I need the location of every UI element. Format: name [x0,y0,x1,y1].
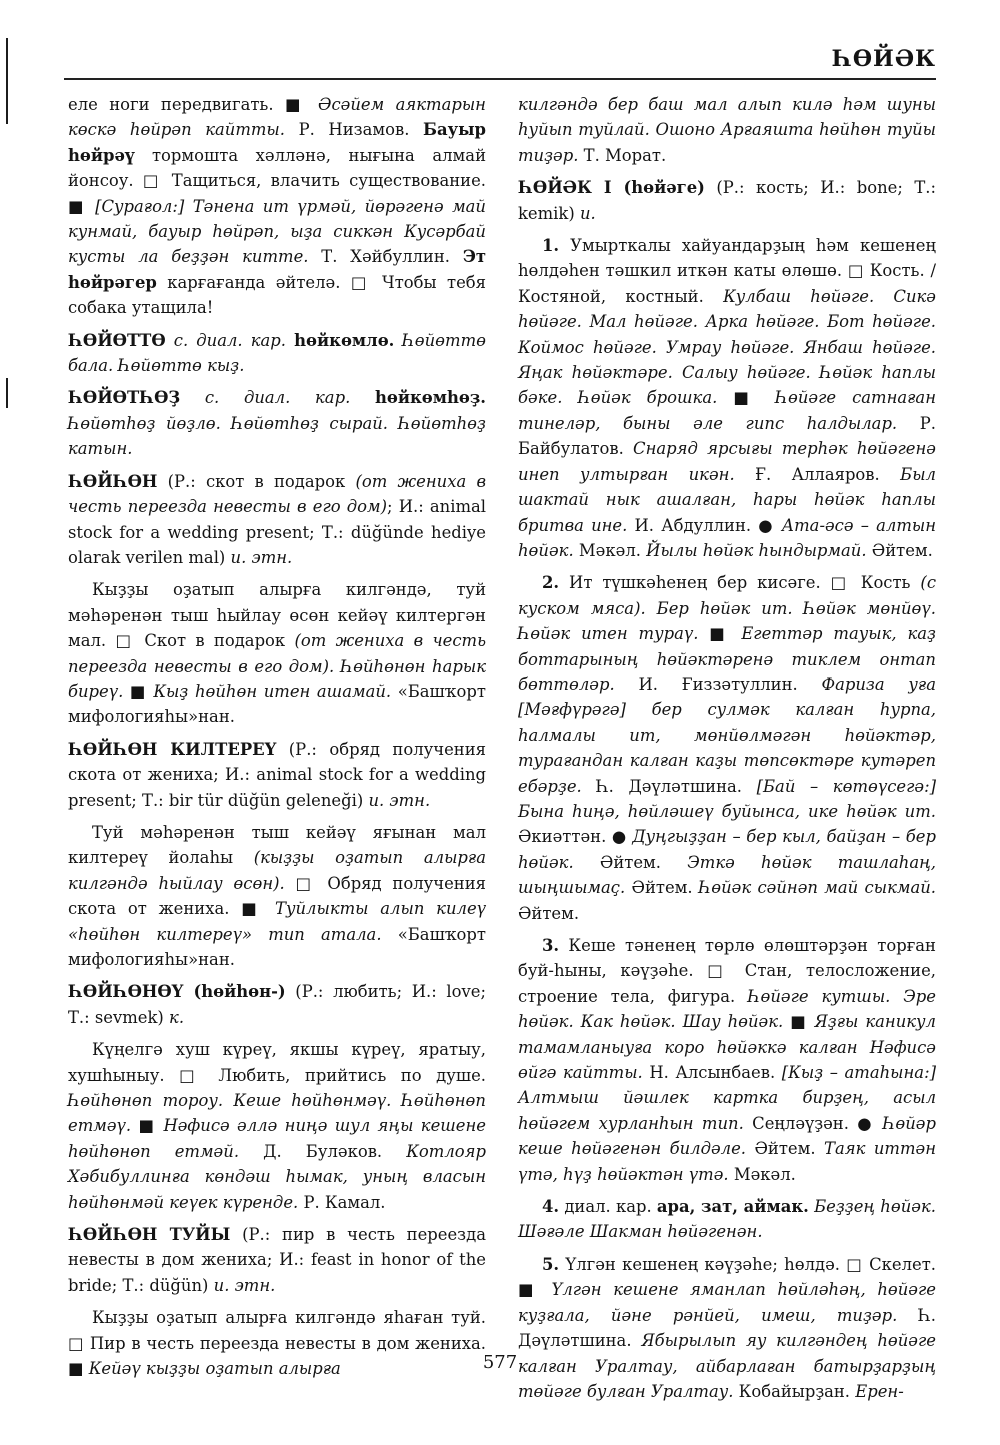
text-run: Әйтем. [746,1139,825,1159]
italic-text: Егеттәр тауык, каҙ боттарының һөйәктәренә тиклем онтап бөттөләр. [518,624,936,694]
entry-paragraph [68,820,486,972]
text-run: Әйтем. [866,540,933,560]
entry-paragraph [518,92,936,168]
text-run: Т. Хәйбуллин. [308,247,463,267]
text-run: диал. кар. [559,1197,657,1217]
headword: ҺӨЙӨТТӨ [68,330,166,350]
text-run: Ит түшкәһенең бер кисәге. □ Кость [559,573,921,593]
italic-text: Һөйәге сатнаған тинеләр, быны әле гипс һалдылар. [518,388,936,433]
italic-text: Яҙғы каникул тамамланыуға коро һөйәккә калған Нәфисә өйгә кайтты. [518,1012,936,1083]
headword: ҺӨЙҺӨН [68,471,158,491]
text-run: И. Абдуллин. ● [627,515,782,535]
headword: ҺӨЙҺӨН ТУЙЫ [68,1225,231,1245]
headword: Эт һөйрәгер [68,247,487,292]
text-run: Т. Морат. [578,145,667,165]
italic-text: и. этн. [213,1275,276,1295]
italic-text: Һөйәк сәйнәп май сыкмай. [698,878,936,898]
italic-text: Һөйһөнөн һарык биреү. [68,656,486,701]
text-run: Р. Байбулатов. [518,413,936,459]
italic-text: Ябырылып яу килгәндең һөйәге калған Уралтау, айбарлаған батырҙарҙың төйәге булған Уралтау. [518,1331,936,1401]
scan-edge-line-mid [6,378,8,408]
text-run: Үлгән кешенең кәүҙәһе; һөлдә. □ Скелет. ■ [518,1254,936,1300]
text-run: (Р.: пир в честь переезда невесты в дом жениха; И.: feast in honor of the bride; Т.: düğün) [68,1225,486,1295]
text-run: Әкиәттән. ● [518,827,633,847]
italic-text: Кулбаш һөйәге. Сикә һөйәге. Мал һөйәге. Арка һөйәге. Бот һөйәге. Коймос һөйәге. Умрау һөйәге. Янбаш һөйәге. Яңак һөйәктәре. Салыу һөйәге. Һөйәк һаплы бәке. Һөйәк брошка. [518,286,937,408]
italic-text: Кейәү кыҙҙы оҙатып алырға [88,1359,341,1379]
italic-text: (от жениха в честь переезда невесты в его дом) [68,471,486,517]
italic-text: (кыҙҙы оҙатып алырға килгәндә һыйлау өсөн). [68,848,486,893]
text-run: «Башҡорт мифологияһы»нан. [68,681,486,727]
text-run: (Р.: скот в подарок [157,471,356,491]
italic-text: Нәфисә әллә ниңә шул яңы кешене һөйһөнөп етмәй. [68,1116,486,1161]
italic-text: (от жениха в честь переезда невесты в его дом). [68,631,486,676]
italic-text: Ата-әсә – алтын һөйәк. [518,515,937,560]
dictionary-entry [68,385,486,461]
italic-text: Кыҙ һөйһөн итен ашамай. [153,681,392,701]
italic-text: Һөйөттө бала. Һөйөттө кыҙ. [68,330,487,376]
text-run: Әйтем. [518,903,580,923]
italic-text: с. диал. кар. [180,388,375,408]
headword: 1. [542,236,560,256]
text-run: Туй мәһәренән тыш кейәү яғынан мал килтереү йолаһы [68,822,486,868]
text-run: Н. Алсынбаев. [642,1063,782,1083]
italic-text: [Кыҙ – атаһына:] Алтмыш йәшлек картка бирҙең, асыл һөйәгем хурланһын тип. [518,1063,936,1133]
text-run: Сеңләүҙән. ● [743,1113,884,1133]
headword: ара, зат, аймак. [656,1197,809,1217]
text-run: Әйтем. [625,878,699,898]
text-run: И. Ғиззәтуллин. [614,674,822,694]
text-run: Д. Буләков. [239,1141,407,1161]
entry-paragraph [68,1037,486,1215]
text-run [334,657,341,676]
italic-text: Таяк иттән үтә, һүҙ һөйәктән үтә. [518,1139,936,1184]
headword: 2. [542,573,560,593]
dictionary-entry [68,979,486,1030]
text-run: тормошта хәлләнә, нығына алмай йонсоу. □ Тащиться, влачить существование. ■ [68,145,486,216]
text-run: Кеше тәненең төрлө өлөштәрҙән торған буй-һыны, кәүҙәһе. □ Стан, телосложение, строение тела, фигура. [518,936,936,1006]
italic-text: Һөйәге кутшы. Эре һөйәк. Как һөйәк. Шау һөйәк. [518,986,937,1032]
text-run [646,599,657,618]
text-run: ; И.: animal stock for a wedding present; Т.: düğünde hediye olarak verilen mal) [68,497,486,567]
left-column [68,92,487,1379]
italic-text: Бер һөйәк ит. Һөйәк мөнйөү. Һөйәк итен тураү. [518,598,936,644]
entry-paragraph [518,1194,936,1245]
entry-paragraph [68,92,486,321]
text-run: карғағанда әйтелә. □ Чтобы тебя собака утащила! [68,272,486,318]
italic-text: и. [579,203,596,223]
text-run: ■ [698,624,742,644]
italic-text: и. этн. [230,547,293,567]
text-run: Әйтем. [573,852,688,872]
italic-text: Йылы һөйәк һындырмай. [646,540,867,560]
headword: ҺӨЙҺӨНӨҮ (һөйһөн-) [68,982,286,1002]
text-run: (Р.: кость; И.: bone; Т.: kemik) [518,178,937,223]
italic-text: килгәндә бер баш мал алып килә һәм шуны һуйып туйлай. Ошоно Арғаяшта һөйһөн туйы тиҙәр. [518,95,936,165]
page-number: 577 [482,1352,518,1373]
text-run: Күңелгә хуш күреү, якшы күреү, яратыу, хушһыныу. □ Любить, прийтись по душе. [68,1040,486,1085]
headword: ҺӨЙӨТҺӨҘ [68,388,181,408]
italic-text: Беҙҙең һөйәк. Шәғәле Шакман һөйәгенән. [518,1197,936,1242]
text-run: Ғ. Аллаяров. [734,464,901,484]
italic-text: Әсәйем аяктарын көскә һөйрәп кайтты. [68,95,486,140]
italic-text: Дуңгыҙҙан – бер кыл, байҙан – бер һөйәк. [518,827,936,872]
italic-text: Был шактай нык ашалған, һары һөйәк һаплы бритва ине. [518,464,936,535]
entry-paragraph [518,1252,936,1404]
entry-paragraph [518,933,936,1187]
text-run: еле ноги передвигать. ■ [68,95,319,114]
italic-text: Һөйһөнөп тороу. Кеше һөйһөнмәү. Һөйһөнөп етмәү. [68,1091,486,1136]
italic-text: Һөйәр кеше һөйәгенән билдәле. [518,1113,936,1159]
text-run: Р. Камал. [298,1192,386,1212]
right-column [518,92,937,1401]
text-run: ■ [717,388,776,408]
headword: ҺӨЙӘК I (һөйәге) [518,178,705,198]
italic-text: к. [169,1007,185,1027]
text-run: ■ [123,681,154,701]
headword: һөйкөмһөҙ. [374,388,486,408]
entry-paragraph [518,570,936,926]
italic-text: Снаряд ярсығы терһәк һөйәгенә инеп ултырған икән. [518,439,936,484]
dictionary-entry [518,175,936,226]
text-run: Умырткалы хайуандарҙың һәм кешенең һөлдәһен тәшкил иткән каты өлөшө. □ Кость. / Костяной, костный. [518,236,936,306]
text-run: ■ [131,1116,164,1136]
italic-text: Фариза уға [Мәғфүрәгә] бер сулмәк калған һурпа, һалмалы ит, мөнйөлмәгән һөйәктәр, турағандан калған каҙы төпсөктәре кутәреп ебәрҙе. [518,674,936,796]
italic-text: Ерен- [855,1381,904,1401]
headword: 5. [542,1254,560,1274]
running-head: ҺӨЙӘК [831,46,936,72]
entry-paragraph [518,233,936,563]
headword: 4. [542,1197,560,1217]
headword: Бауыр һөйрәү [68,120,487,165]
text-run: Һ. Дәүләтшина. [581,776,757,796]
text-run: Р. Низамов. [285,120,423,140]
italic-text: Үлгән кешене яманлап һөйләһәң, һөйәге куҙғала, йәне рәнйей, имеш, тиҙәр. [518,1280,936,1325]
italic-text: Туйлыкты алып килеү «һөйһөн килтереү» тип атала. [68,899,486,944]
italic-text: Һөйөтһөҙ йөҙлө. Һөйөтһөҙ сырай. Һөйөтһөҙ катын. [68,413,486,459]
italic-text: с. диал. кар. [165,330,295,350]
italic-text: [Бай – көтөүсегә:] Бына һиңә, һөйләшеү буйынса, ике һөйәк ит. [518,776,936,821]
text-run: «Башҡорт мифологияһы»нан. [68,924,486,969]
dictionary-entry [68,328,486,379]
dictionary-entry [68,469,486,571]
text-run: Мәкәл. [728,1164,796,1184]
header-rule [64,78,936,80]
italic-text: и. этн. [368,790,431,810]
text-run: Кобайырҙан. [733,1381,856,1401]
text-run: Кыҙҙы оҙатып алырға килгәндә, туй мәһәренән тыш һыйлау өсөн кейәү килтергән мал. □ Скот в подарок [68,580,486,651]
text-run: Кыҙҙы оҙатып алырға килгәндә яһаған туй. □ Пир в честь переезда невесты в дом жениха. ■ [68,1308,486,1379]
italic-text: Котлояр Хәбибуллинға көндәш һымак, уның власын һөйһөнмәй кеүек күренде. [68,1141,486,1212]
text-run: Мәкәл. [573,540,647,560]
italic-text: [Сурағол:] Тәнена ит үрмәй, йөрәгенә май кунмай, бауыр һөйрәп, ыҙа сиккән Кусәрбай кусты ла беҙҙән китте. [68,196,486,267]
dictionary-entry [68,737,486,813]
scan-edge-line-top [6,38,8,124]
dictionary-entry [68,1222,486,1298]
headword: 3. [542,936,560,955]
text-run: ■ [783,1012,815,1032]
headword: ҺӨЙҺӨН КИЛТЕРЕҮ [68,739,277,759]
text-run: Һ. Дәүләтшина. [518,1305,937,1351]
text-run: (Р.: обряд получения скота от жениха; И.: animal stock for a wedding present; Т.: bir tür düğün geleneği) [68,739,486,810]
text-run: (Р.: любить; И.: love; Т.: sevmek) [68,982,486,1027]
italic-text: (с куском мяса). [518,573,936,618]
text-run: □ Обряд получения скота от жениха. ■ [68,873,486,919]
italic-text: Эткә һөйәк ташлаһаң, шыңшымаҫ. [518,852,936,898]
entry-paragraph [68,577,486,729]
headword: һөйкөмлө. [294,330,395,350]
